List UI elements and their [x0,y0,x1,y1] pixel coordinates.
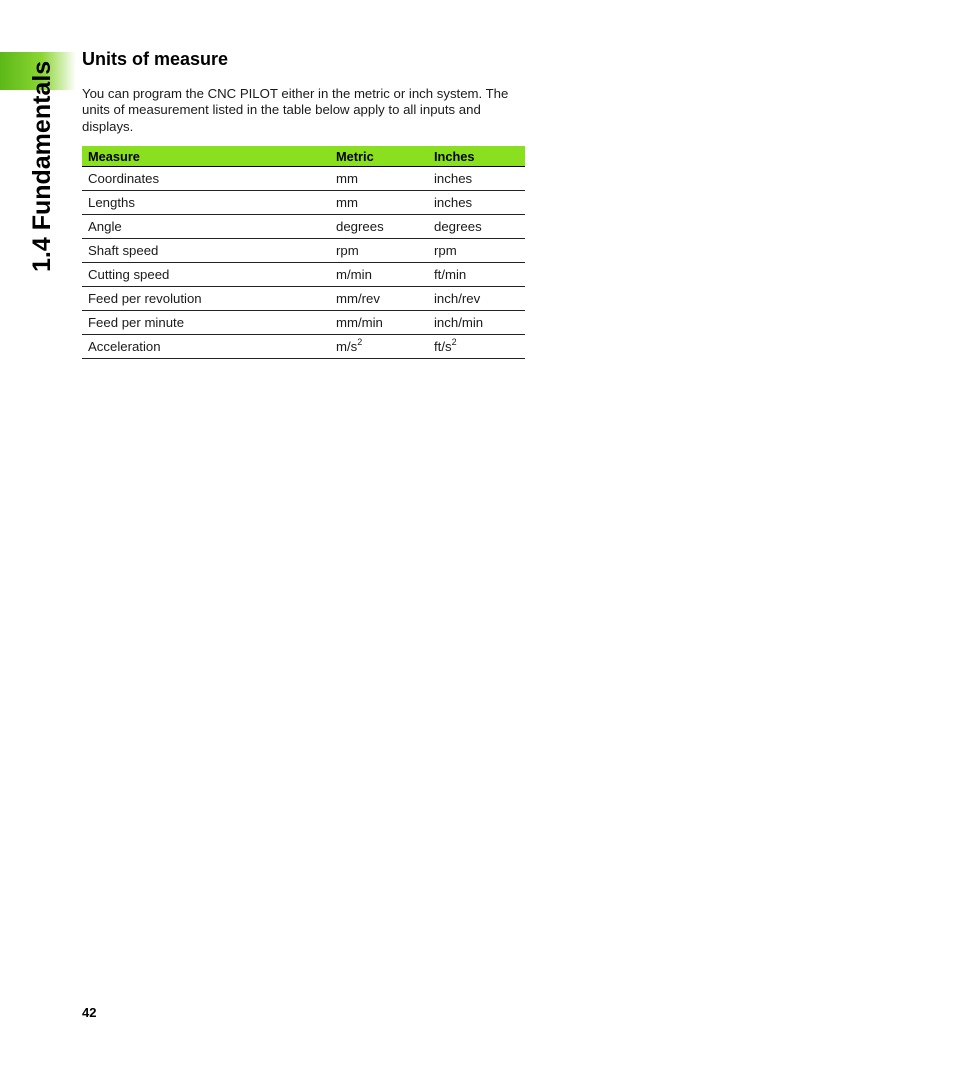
section-title: Units of measure [82,49,229,69]
cell-metric: rpm [330,239,428,263]
cell-inches: inches [428,191,525,215]
table-row [82,287,525,311]
cell-inches: inch/min [428,311,525,335]
cell-inches: rpm [428,239,525,263]
metric-unit: m/s [336,339,358,354]
cell-measure: Cutting speed [82,263,330,287]
cell-measure: Shaft speed [82,239,330,263]
table-row [82,311,525,335]
cell-measure: Feed per revolution [82,287,330,311]
table-row [82,167,525,191]
cell-metric: degrees [330,215,428,239]
chapter-side-label: 1.4 Fundamentals [28,60,56,272]
units-table-body [82,167,525,359]
cell-metric: mm [330,167,428,191]
cell-measure: Coordinates [82,167,330,191]
cell-measure: Acceleration [82,335,330,359]
inches-unit: ft/s [434,339,452,354]
cell-inches [428,335,525,359]
cell-inches: ft/min [428,263,525,287]
header-measure: Measure [82,146,330,167]
units-table-header [82,146,525,167]
table-row [82,191,525,215]
cell-metric: m/min [330,263,428,287]
cell-metric: mm/min [330,311,428,335]
cell-metric: mm/rev [330,287,428,311]
table-row [82,335,525,359]
cell-inches: inch/rev [428,287,525,311]
cell-measure: Feed per minute [82,311,330,335]
metric-exponent: 2 [357,337,363,347]
page-number: 42 [82,1005,97,1020]
intro-paragraph: You can program the CNC PILOT either in the metric or inch system. The units of measurement listed in the table below apply to all inputs and displays. [82,86,509,134]
header-inches: Inches [428,146,525,167]
table-row [82,239,525,263]
header-metric: Metric [330,146,428,167]
units-table [82,146,525,359]
table-row [82,215,525,239]
cell-metric: mm [330,191,428,215]
table-row [82,263,525,287]
cell-inches: degrees [428,215,525,239]
cell-inches: inches [428,167,525,191]
cell-metric [330,335,428,359]
cell-measure: Angle [82,215,330,239]
header-row [82,146,525,167]
inches-exponent: 2 [451,337,457,347]
cell-measure: Lengths [82,191,330,215]
